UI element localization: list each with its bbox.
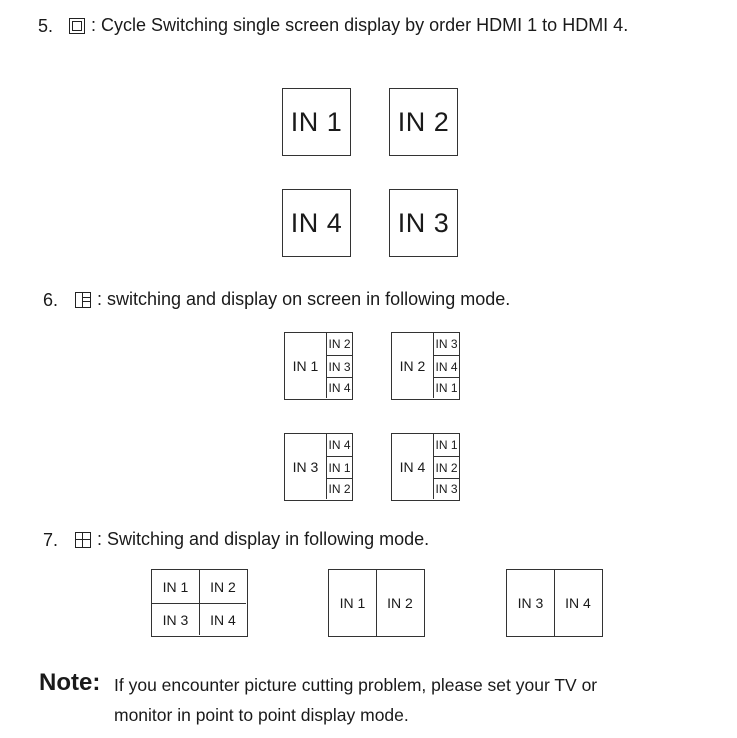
- pip-sub-label: IN 4: [326, 434, 352, 456]
- pip-main-label: IN 3: [292, 459, 319, 475]
- pip-sub-label: IN 4: [433, 355, 459, 377]
- split-cell: IN 3: [517, 595, 544, 611]
- quad-cell: IN 2: [199, 570, 246, 603]
- pip-sub-label: IN 1: [433, 434, 459, 456]
- side-by-side-layout-2: [506, 569, 603, 637]
- side-by-side-layout-1: [328, 569, 425, 637]
- split-cell: IN 2: [376, 570, 423, 636]
- screen-box-in2: IN 2: [389, 88, 458, 156]
- pip-layout-1: [284, 332, 353, 400]
- quad-cell: IN 1: [162, 578, 189, 595]
- quad-cell: IN 3: [152, 603, 199, 635]
- pip-main-label: IN 1: [292, 358, 319, 374]
- screen-box-in1: IN 1: [282, 88, 351, 156]
- pip-sub-label: IN 2: [326, 478, 352, 499]
- pip-main-label: IN 4: [399, 459, 426, 475]
- note-label: Note:: [39, 669, 101, 696]
- quad-layout: [151, 569, 248, 637]
- split-cell: IN 4: [554, 570, 601, 636]
- note-line-2: monitor in point to point display mode.: [114, 705, 409, 725]
- screen-box-in4: IN 4: [282, 189, 351, 257]
- pip-main-label: IN 2: [399, 358, 426, 374]
- item6-number: 6.: [43, 290, 59, 310]
- pip-sub-label: IN 3: [433, 478, 459, 499]
- pip-sub-label: IN 4: [326, 377, 352, 398]
- item5-text: : Cycle Switching single screen display by order HDMI 1 to HDMI 4.: [91, 15, 629, 35]
- pip-sub-label: IN 2: [326, 333, 352, 355]
- pip-sub-label: IN 3: [433, 333, 459, 355]
- split-cell: IN 1: [339, 595, 366, 611]
- item7-number: 7.: [43, 530, 59, 550]
- pip-sub-label: IN 1: [326, 456, 352, 478]
- pip-layout-2: [391, 332, 460, 400]
- item5-number: 5.: [38, 16, 54, 36]
- pip-layout-icon: [75, 292, 91, 308]
- single-screen-icon: [69, 18, 85, 34]
- pip-sub-label: IN 1: [433, 377, 459, 398]
- pip-sub-label: IN 3: [326, 355, 352, 377]
- quad-split-icon: [75, 532, 91, 548]
- item7-text: : Switching and display in following mode.: [97, 529, 430, 549]
- note-line-1: If you encounter picture cutting problem, please set your TV or: [114, 675, 598, 695]
- pip-sub-label: IN 2: [433, 456, 459, 478]
- screen-box-in3: IN 3: [389, 189, 458, 257]
- quad-cell: IN 4: [199, 603, 246, 635]
- pip-layout-4: [391, 433, 460, 501]
- pip-layout-3: [284, 433, 353, 501]
- item6-text: : switching and display on screen in following mode.: [97, 289, 511, 309]
